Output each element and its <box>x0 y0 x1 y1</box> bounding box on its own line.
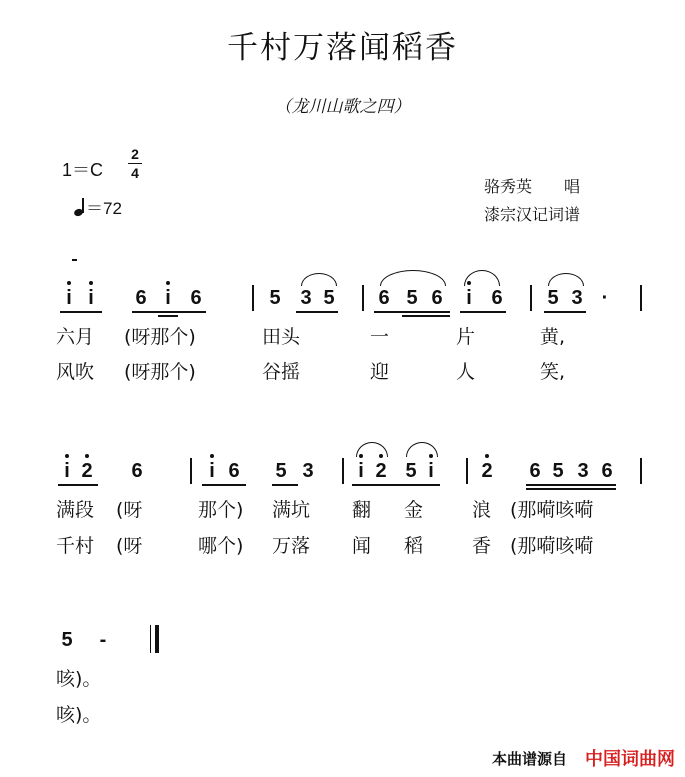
lyric: 风吹 <box>56 361 95 383</box>
note: 5 <box>323 287 335 309</box>
note: 5 <box>405 460 417 482</box>
time-signature <box>128 147 142 180</box>
lyric: 咳)。 <box>56 668 102 690</box>
lyric: 满坑 <box>272 499 311 521</box>
lyric: 一 <box>370 326 390 348</box>
note: i <box>205 461 219 481</box>
note: 5 <box>406 287 418 309</box>
lyric: 稻 <box>404 535 424 557</box>
lyric: (呀那个) <box>124 361 196 383</box>
note: 3 <box>571 287 583 309</box>
note: 5 <box>547 287 559 309</box>
lyric: (呀 <box>116 499 143 521</box>
note: 2 <box>81 460 93 482</box>
lyric: 哪个) <box>198 535 244 557</box>
barline <box>466 458 468 484</box>
time-signature-top: 2 <box>131 146 139 162</box>
lyric: 六月 <box>56 326 95 348</box>
underline <box>374 311 450 313</box>
tempo-marking <box>74 194 122 219</box>
note: i <box>424 461 438 481</box>
lyric: (那嗬咳嗬 <box>510 535 594 557</box>
slur <box>380 270 446 286</box>
lyric: 田头 <box>262 326 301 348</box>
lyric: 人 <box>456 361 476 383</box>
lyric: 笑, <box>540 361 566 383</box>
lyric: (那嗬咳嗬 <box>510 499 594 521</box>
lyric: 片 <box>456 326 476 348</box>
slur <box>406 442 438 457</box>
lyric: 黄, <box>540 326 566 348</box>
barline <box>342 458 344 484</box>
source-label: 本曲谱源自 <box>491 750 567 768</box>
note: i <box>161 288 175 308</box>
note: 2 <box>481 460 493 482</box>
subtitle: （龙川山歌之四） <box>274 97 411 117</box>
note: 5 <box>552 460 564 482</box>
lyric: 那个) <box>198 499 244 521</box>
tempo-value: ＝72 <box>86 199 122 218</box>
lyric: 谷摇 <box>262 361 301 383</box>
note: 5 <box>61 629 73 651</box>
note: 5 <box>269 287 281 309</box>
barline <box>362 285 364 311</box>
note: i <box>462 288 476 308</box>
lyric: 咳)。 <box>56 704 102 726</box>
note: 6 <box>378 287 390 309</box>
slur <box>301 273 337 286</box>
note: 2 <box>375 460 387 482</box>
note: i <box>354 461 368 481</box>
note: 6 <box>529 460 541 482</box>
tick-mark <box>72 259 77 261</box>
underline <box>158 315 178 317</box>
site-watermark[interactable]: 中国词曲网 <box>585 749 675 770</box>
underline <box>296 311 338 313</box>
note: 6 <box>190 287 202 309</box>
underline <box>58 484 98 486</box>
underline <box>526 488 616 490</box>
singer-credit: 骆秀英 唱 <box>484 177 581 196</box>
underline <box>132 311 206 313</box>
barline <box>640 285 642 311</box>
underline <box>544 311 586 313</box>
note: 6 <box>431 287 443 309</box>
lyric: 翻 <box>352 499 372 521</box>
final-barline-thick <box>155 625 159 653</box>
lyric: 香 <box>472 535 492 557</box>
time-signature-bottom: 4 <box>131 165 139 181</box>
underline <box>352 484 440 486</box>
note: 5 <box>275 460 287 482</box>
note: 3 <box>300 287 312 309</box>
note: i <box>60 461 74 481</box>
underline <box>60 311 102 313</box>
lyric: (呀那个) <box>124 326 196 348</box>
page-title: 千村万落闻稻香 <box>227 30 458 66</box>
underline <box>272 484 298 486</box>
note: 6 <box>135 287 147 309</box>
slur <box>356 442 388 457</box>
lyric: 迎 <box>370 361 390 383</box>
underline <box>402 315 450 317</box>
barline <box>190 458 192 484</box>
note: 6 <box>131 460 143 482</box>
lyric: 浪 <box>472 499 492 521</box>
barline <box>640 458 642 484</box>
barline <box>530 285 532 311</box>
dotted-extension: · <box>601 287 609 309</box>
lyric: 千村 <box>56 535 95 557</box>
slur <box>548 273 584 286</box>
barline <box>252 285 254 311</box>
underline <box>460 311 506 313</box>
recorder-credit: 漆宗汉记词谱 <box>484 205 581 224</box>
rest-dash: - <box>99 629 107 651</box>
underline <box>526 484 616 486</box>
key-signature: 1＝C <box>62 160 104 180</box>
note: i <box>62 288 76 308</box>
note: 3 <box>302 460 314 482</box>
note: 6 <box>228 460 240 482</box>
lyric: (呀 <box>116 535 143 557</box>
lyric: 闻 <box>352 535 372 557</box>
note: 6 <box>601 460 613 482</box>
note: i <box>84 288 98 308</box>
lyric: 满段 <box>56 499 95 521</box>
quarter-note-icon <box>74 198 86 216</box>
final-barline-thin <box>150 625 151 653</box>
note: 6 <box>491 287 503 309</box>
note: 3 <box>577 460 589 482</box>
slur <box>464 270 500 286</box>
lyric: 万落 <box>272 535 311 557</box>
underline <box>202 484 246 486</box>
lyric: 金 <box>404 499 424 521</box>
